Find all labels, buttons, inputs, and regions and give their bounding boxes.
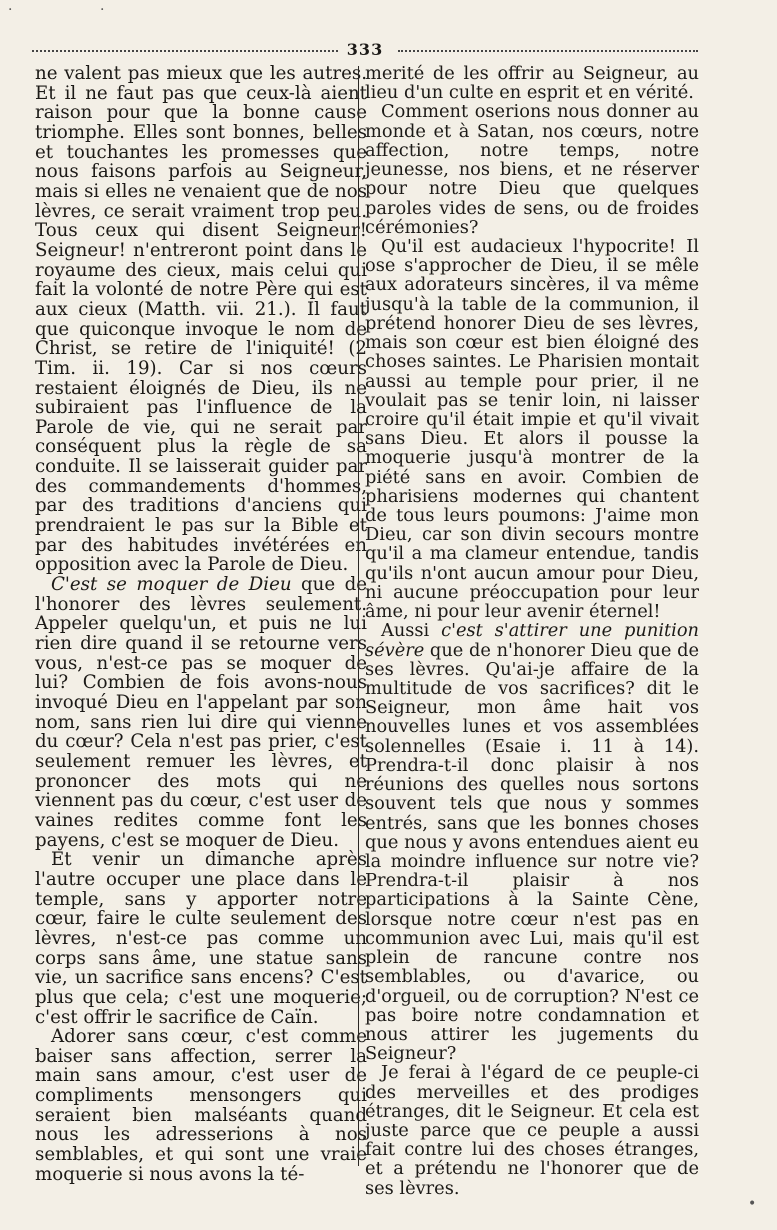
right-column xyxy=(365,64,699,1198)
paragraph xyxy=(35,575,367,850)
print-speck: · xyxy=(100,2,105,18)
page-number: 333 xyxy=(346,40,384,59)
paragraph: Et venir un dimanche après l'autre occuper une place dans le temple, sans y apporter notre cœur, faire le culte seulement des lèvres, n'est-ce pas comme un corps sans âme, une statue sans vie, un sacrifice sans encens? C'est plus que cela; c'est une moquerie; c'est offrir le sacrifice de Caïn. xyxy=(35,849,367,1028)
print-speck: • xyxy=(748,1196,757,1212)
left-column xyxy=(35,64,367,1184)
print-speck: · xyxy=(8,2,13,18)
paragraph: ne valent pas mieux que les autres. Et il ne faut pas que ceux-là aient raison pour que la bonne cause triomphe. Elles sont bonnes, belles et touchantes les promesses que nous faisons parfois au Seigneur, mais si elles ne venaient que de nos lèvres, ce serait vraiment trop peu. Tous ceux qui disent Seigneur! Seigneur! n'entreront point dans le royaume des cieux, mais celui qui fait la volonté de notre Père qui est aux cieux (Matth. vii. 21.). Il faut que quiconque invoque le nom de Christ, se retire de l'iniquité! (2 Tim. ii. 19). Car si nos cœurs restaient éloignés de Dieu, ils ne subiraient pas l'influence de la Parole de vie, qui ne serait par conséquent plus la règle de sa conduite. Il se laisserait guider par des commandements d'hommes, par des traditions d'anciens qui prendraient le pas sur la Bible et par des habitudes invétérées en opposition avec la Parole de Dieu. xyxy=(35,63,367,576)
paragraph: Qu'il est audacieux l'hypocrite! Il ose s'approcher de Dieu, il se mêle aux adorateurs sincères, il va même jusqu'à la table de la communion, il prétend honorer Dieu de ses lèvres, mais son cœur est bien éloigné des choses saintes. Le Pharisien montait aussi au temple pour prier, il ne voulait pas se tenir loin, ni laisser croire qu'il était impie et qu'il vivait sans Dieu. Et alors il pousse la moquerie jusqu'à montrer de la piété sans en avoir. Combien de pharisiens modernes qui chantent de tous leurs poumons: J'aime mon Dieu, car son divin secours montre qu'il a ma clameur entendue, tandis qu'ils n'ont aucun amour pour Dieu, ni aucune préoccupation pour leur âme, ni pour leur avenir éternel! xyxy=(365,235,699,623)
paragraph xyxy=(365,621,699,1063)
paragraph: Comment oserions nous donner au monde et à Satan, nos cœurs, notre affection, notre temps, notre jeunesse, nos biens, et ne réserver pour notre Dieu que quelques paroles vides de sens, ou de froides cérémonies? xyxy=(365,101,699,238)
paragraph: merité de les offrir au Seigneur, au lieu d'un culte en esprit et en vérité. xyxy=(365,63,699,104)
paragraph: Adorer sans cœur, c'est comme baiser sans affection, serrer la main sans amour, c'est user de compliments mensongers qui seraient bien malséants quand nous les adresserions à nos semblables, et qui sont une vraie moquerie si nous avons la té- xyxy=(35,1026,367,1185)
header-rule-right xyxy=(398,50,698,52)
page-header xyxy=(32,40,698,62)
paragraph-text: Aussi xyxy=(381,620,442,642)
italic-phrase: C'est se moquer de Dieu xyxy=(51,574,292,596)
paragraph-text: que de l'honorer des lèvres seulement. Appeler quelqu'un, et puis ne lui rien dire quand il se retourne vers vous, n'est-ce pas se moquer de lui? Combien de fois avons-nous invoqué Dieu en l'appelant par son nom, sans rien lui dire qui vienne du cœur? Cela n'est pas prier, c'est seulement remuer les lèvres, et prononcer des mots qui ne viennent pas du cœur, c'est user de vaines redites comme font les payens, c'est se moquer de Dieu. xyxy=(35,574,367,851)
paragraph-text: que de n'honorer Dieu que de ses lèvres. Qu'ai-je affaire de la multitude de vos sacrifices? dit le Seigneur, mon âme hait vos nouvelles lunes et vos assemblées solennelles (Esaie i. 11 à 14). Prendra-t-il donc plaisir à nos réunions des quelles nous sortons souvent tels que nous y sommes entrés, sans que les bonnes choses que nous y avons entendues aient eu la moindre influence sur notre vie? Prendra-t-il plaisir à nos participations à la Sainte Cène, lorsque notre cœur n'est pas en communion avec Lui, mais qu'il est plein de rancune contre nos semblables, ou d'avarice, ou d'orgueil, ou de corruption? N'est ce pas boire notre condamnation et nous attirer les jugements du Seigneur? xyxy=(365,639,699,1065)
paragraph: Je ferai à l'égard de ce peuple-ci des merveilles et des prodiges étranges, dit le Seigneur. Et cela est juste parce que ce peuple a aussi fait contre lui des choses étranges, et a prétendu ne l'honorer que de ses lèvres. xyxy=(365,1062,699,1199)
column-divider xyxy=(358,66,359,1166)
italic-phrase: c'est s'attirer une punition sévère xyxy=(365,620,699,661)
